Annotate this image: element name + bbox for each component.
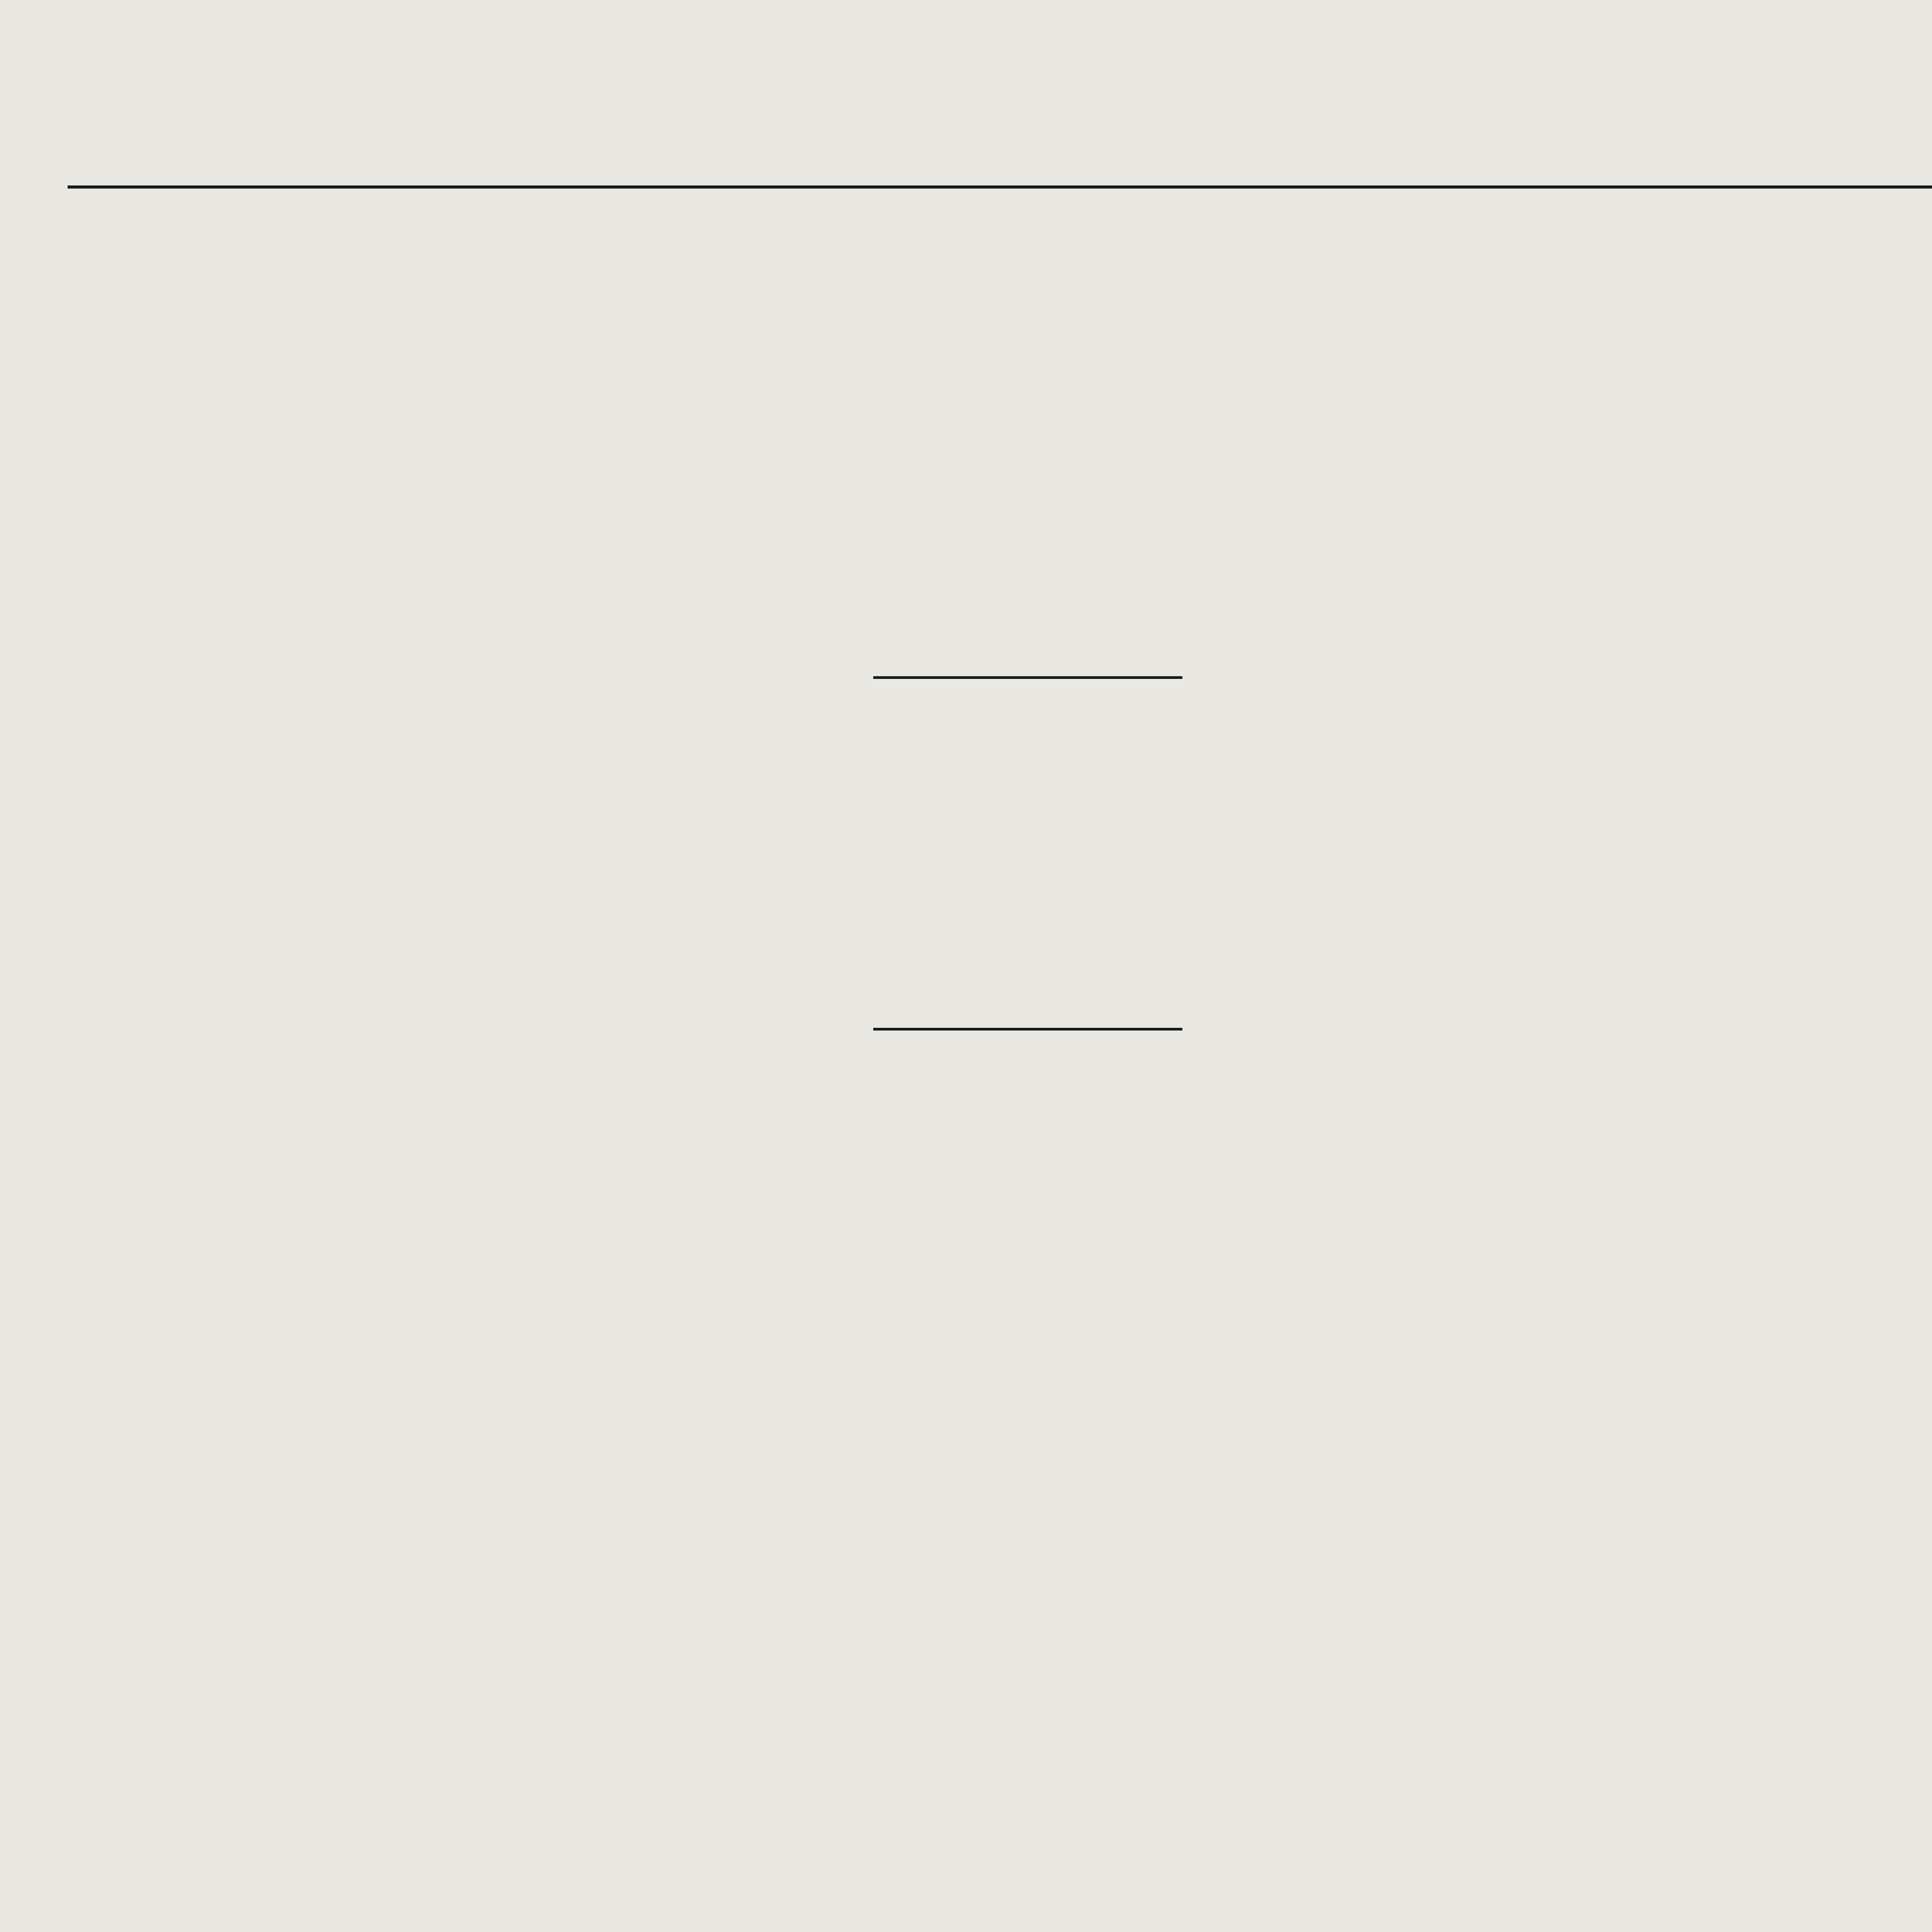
running-header	[0, 116, 1932, 185]
title-divider	[873, 676, 1182, 679]
header-rule	[68, 185, 1932, 189]
intro-divider	[873, 1028, 1182, 1031]
